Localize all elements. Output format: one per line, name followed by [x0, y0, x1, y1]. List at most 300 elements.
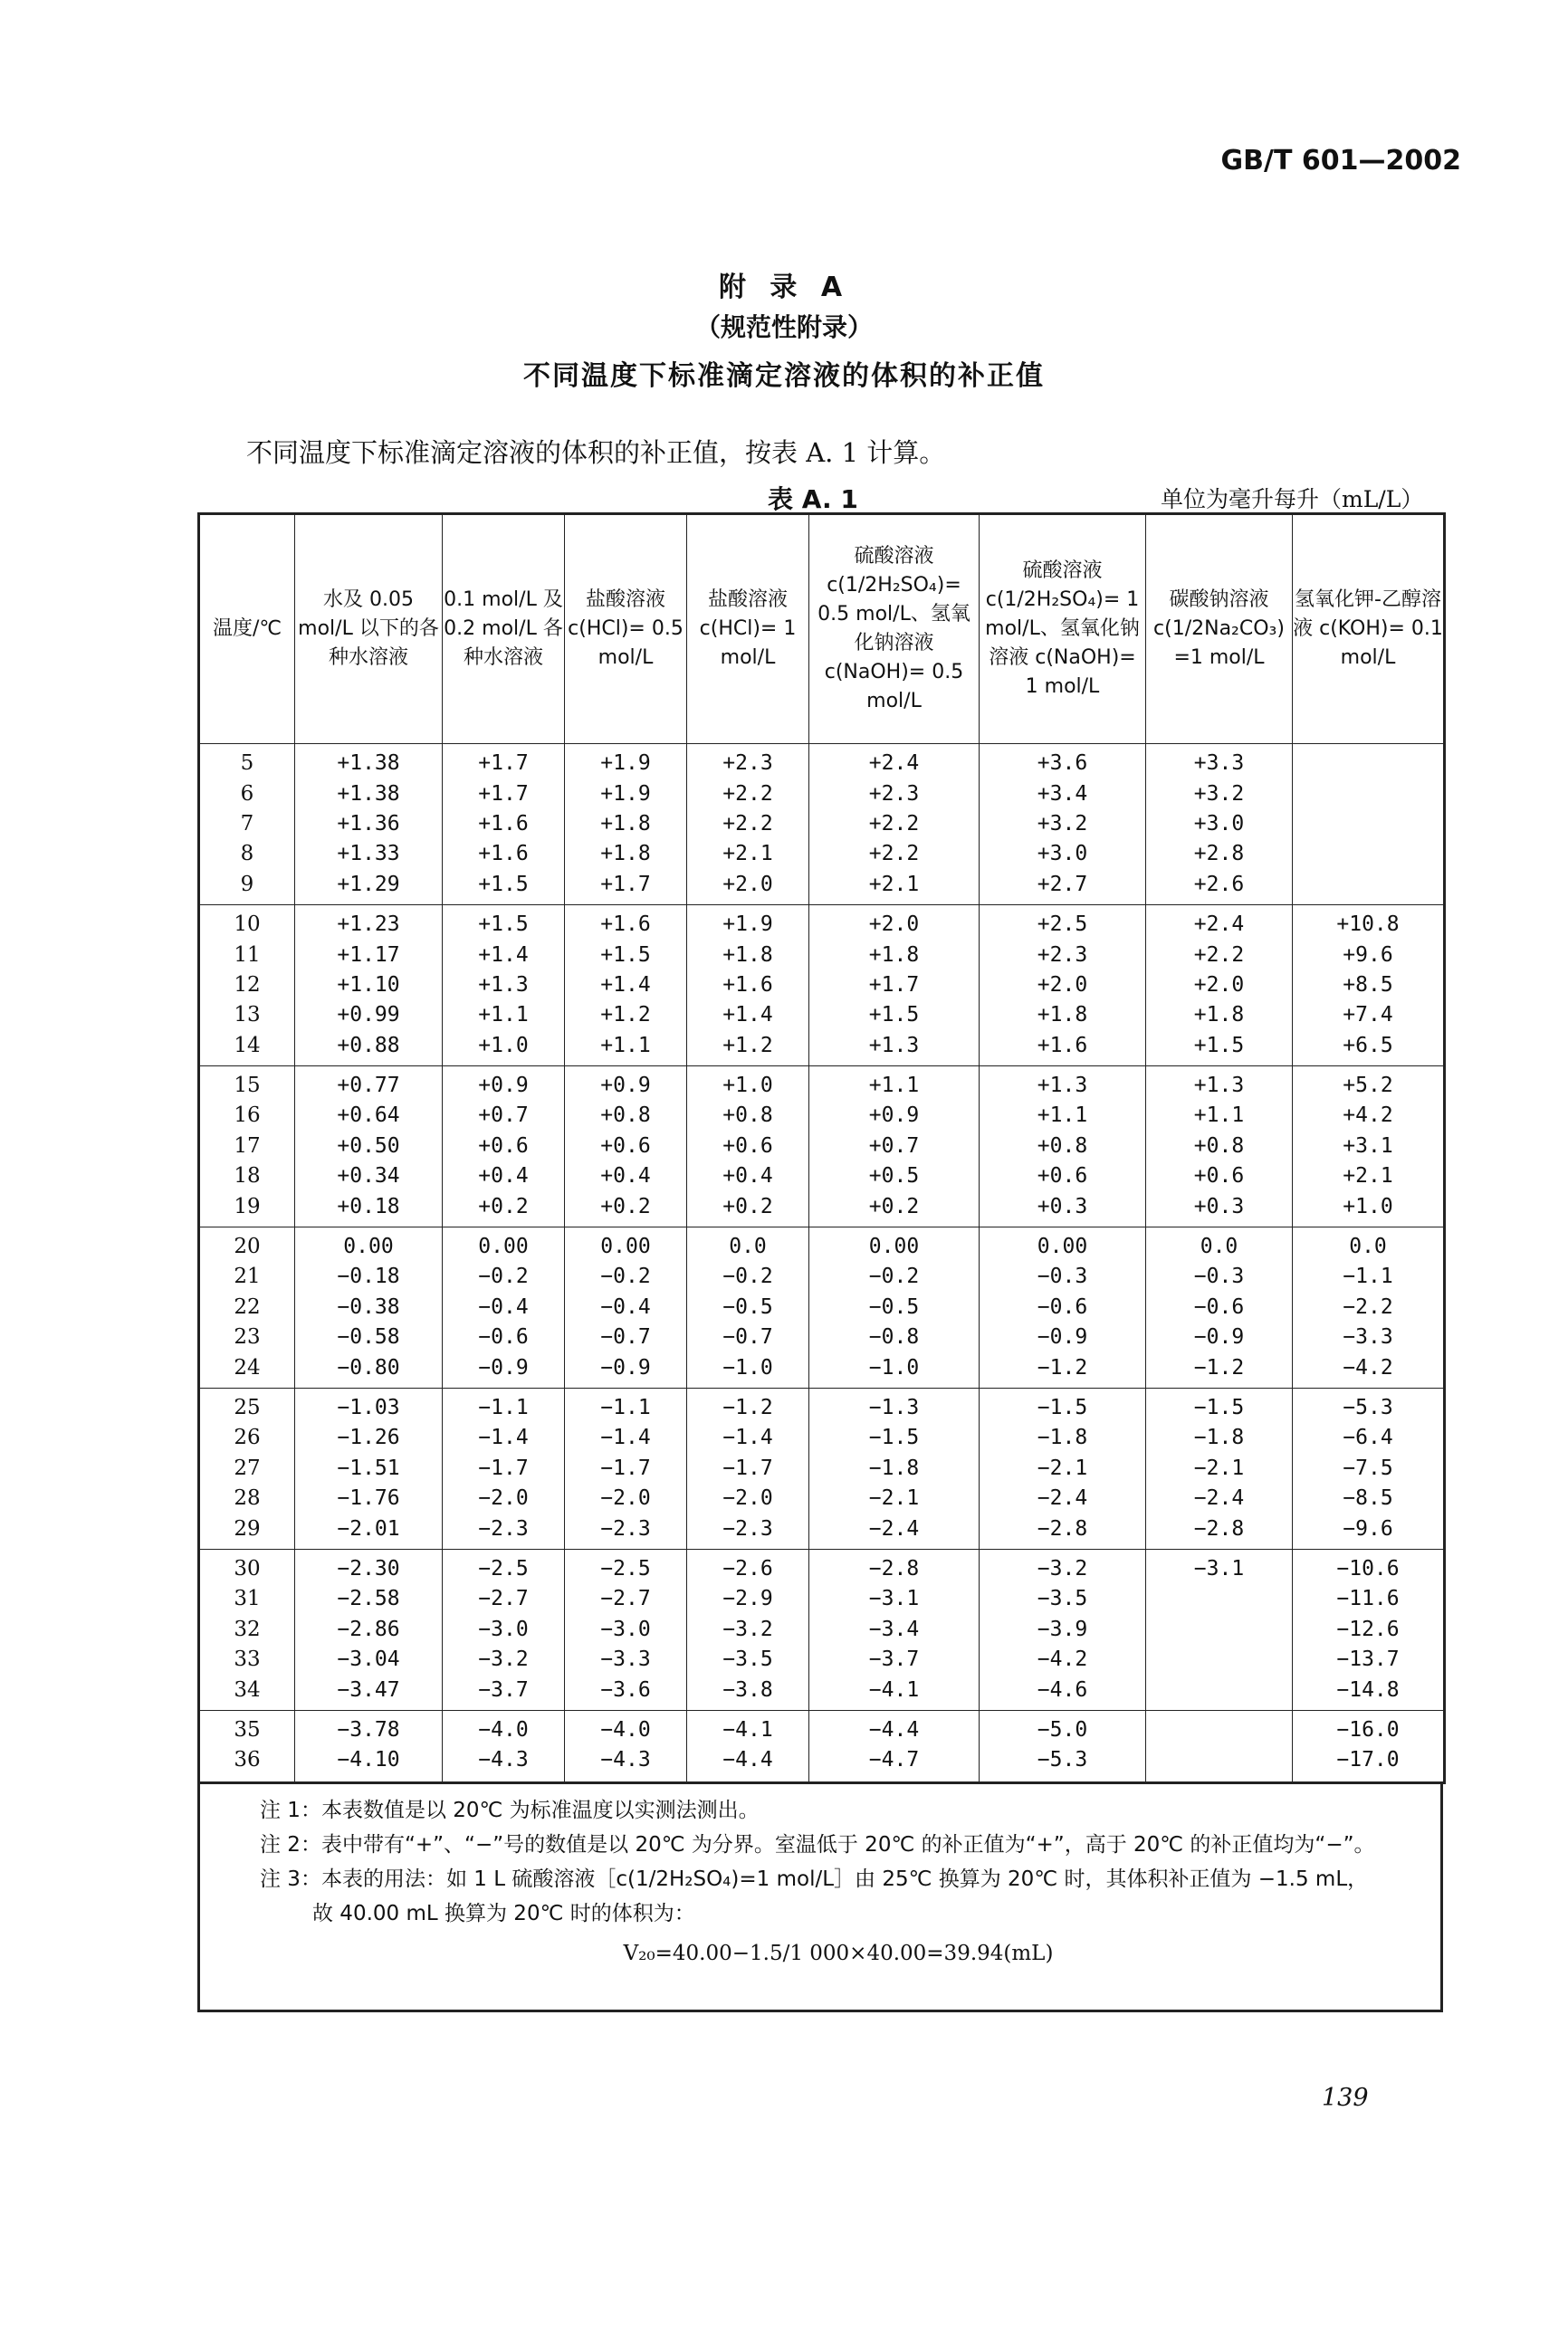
note-1: 注 1：本表数值是以 20℃ 为标准温度以实测法测出。: [260, 1798, 760, 1822]
value-cell: +1.6: [687, 970, 809, 1000]
value-cell: −3.9: [980, 1615, 1146, 1645]
note-3: 注 3：本表的用法：如 1 L 硫酸溶液［c(1/2H₂SO₄)=1 mol/L］由 25℃ 换算为 20℃ 时，其体积补正值为 −1.5 mL，: [260, 1867, 1369, 1891]
value-cell: −1.2: [687, 1388, 809, 1423]
value-cell: +1.7: [565, 870, 687, 905]
value-cell: −0.7: [565, 1323, 687, 1352]
value-cell: −0.2: [809, 1262, 980, 1292]
value-cell: 0.00: [980, 1227, 1146, 1262]
page-number: 139: [1322, 2084, 1369, 2112]
value-cell: +1.3: [980, 1065, 1146, 1101]
value-cell: −2.7: [565, 1584, 687, 1614]
temp-cell: 24: [199, 1352, 295, 1388]
value-cell: −2.5: [565, 1549, 687, 1584]
value-cell: +1.38: [295, 778, 443, 808]
table-row: [199, 940, 1445, 969]
value-cell: −1.51: [295, 1454, 443, 1484]
value-cell: −1.2: [980, 1352, 1146, 1388]
table-row: [199, 1227, 1445, 1262]
value-cell: −3.78: [295, 1710, 443, 1745]
value-cell: +2.4: [809, 744, 980, 779]
value-cell: −1.0: [687, 1352, 809, 1388]
value-cell: −4.6: [980, 1675, 1146, 1710]
value-cell: +0.6: [687, 1132, 809, 1161]
value-cell: 0.00: [809, 1227, 980, 1262]
value-cell: +10.8: [1293, 904, 1445, 940]
value-cell: −2.8: [980, 1514, 1146, 1549]
value-cell: +2.2: [1146, 940, 1293, 969]
table-row: [199, 970, 1445, 1000]
value-cell: −4.7: [809, 1745, 980, 1782]
value-cell: +1.3: [809, 1031, 980, 1066]
value-cell: +5.2: [1293, 1065, 1445, 1101]
value-cell: −1.1: [1293, 1262, 1445, 1292]
value-cell: −0.7: [687, 1323, 809, 1352]
value-cell: +1.7: [443, 778, 565, 808]
value-cell: +1.23: [295, 904, 443, 940]
table-row: [199, 1454, 1445, 1484]
value-cell: −3.5: [980, 1584, 1146, 1614]
value-cell: −2.8: [1146, 1514, 1293, 1549]
value-cell: +0.2: [443, 1191, 565, 1227]
value-cell: +0.34: [295, 1161, 443, 1191]
value-cell: +2.6: [1146, 870, 1293, 905]
value-cell: +3.0: [1146, 809, 1293, 839]
table-row: [199, 1514, 1445, 1549]
table-row: [199, 1645, 1445, 1675]
value-cell: −2.2: [1293, 1293, 1445, 1323]
value-cell: +0.2: [687, 1191, 809, 1227]
table-row: [199, 778, 1445, 808]
value-cell: +1.8: [687, 940, 809, 969]
value-cell: −2.3: [443, 1514, 565, 1549]
value-cell: −4.0: [443, 1710, 565, 1745]
value-cell: +2.0: [809, 904, 980, 940]
value-cell: +1.17: [295, 940, 443, 969]
value-cell: +0.6: [1146, 1161, 1293, 1191]
value-cell: +1.0: [1293, 1191, 1445, 1227]
value-cell: +1.9: [687, 904, 809, 940]
temp-cell: 12: [199, 970, 295, 1000]
temp-cell: 14: [199, 1031, 295, 1066]
value-cell: −1.4: [565, 1423, 687, 1453]
value-cell: +1.9: [565, 744, 687, 779]
value-cell: +0.8: [1146, 1132, 1293, 1161]
value-cell: +2.5: [980, 904, 1146, 940]
value-cell: +1.36: [295, 809, 443, 839]
value-cell: +3.6: [980, 744, 1146, 779]
table-row: [199, 1388, 1445, 1423]
value-cell: +1.3: [443, 970, 565, 1000]
value-cell: −3.04: [295, 1645, 443, 1675]
value-cell: +3.2: [980, 809, 1146, 839]
value-cell: +2.2: [687, 778, 809, 808]
temp-cell: 9: [199, 870, 295, 905]
value-cell: +1.1: [809, 1065, 980, 1101]
value-cell: +1.8: [565, 809, 687, 839]
appendix-title: 附 录 A: [718, 272, 850, 303]
value-cell: +2.3: [687, 744, 809, 779]
value-cell: +2.2: [809, 809, 980, 839]
value-cell: +0.9: [809, 1101, 980, 1131]
value-cell: +2.1: [809, 870, 980, 905]
table-row: [199, 1132, 1445, 1161]
value-cell: −5.3: [1293, 1388, 1445, 1423]
correction-table-container: [197, 512, 1443, 2012]
table-header-row: [199, 514, 1445, 744]
value-cell: −10.6: [1293, 1549, 1445, 1584]
value-cell: +7.4: [1293, 1000, 1445, 1030]
value-cell: 0.0: [687, 1227, 809, 1262]
value-cell: −0.2: [687, 1262, 809, 1292]
col-header-hcl-0.5: 盐酸溶液 c(HCl)= 0.5 mol/L: [565, 514, 687, 744]
value-cell: +0.3: [980, 1191, 1146, 1227]
value-cell: 0.00: [565, 1227, 687, 1262]
value-cell: −1.8: [1146, 1423, 1293, 1453]
temp-cell: 18: [199, 1161, 295, 1191]
value-cell: +0.9: [443, 1065, 565, 1101]
table-row: [199, 1484, 1445, 1514]
value-cell: +0.6: [980, 1161, 1146, 1191]
value-cell: −0.6: [980, 1293, 1146, 1323]
value-cell: +2.2: [687, 809, 809, 839]
value-cell: +0.99: [295, 1000, 443, 1030]
value-cell: −3.2: [687, 1615, 809, 1645]
appendix-subtitle: （规范性附录）: [694, 312, 873, 342]
value-cell: +1.5: [809, 1000, 980, 1030]
table-row: [199, 870, 1445, 905]
value-cell: −14.8: [1293, 1675, 1445, 1710]
value-cell: +0.7: [443, 1101, 565, 1131]
value-cell: −2.9: [687, 1584, 809, 1614]
temp-cell: 33: [199, 1645, 295, 1675]
value-cell: +1.1: [980, 1101, 1146, 1131]
value-cell: +1.6: [443, 839, 565, 869]
value-cell: −3.0: [443, 1615, 565, 1645]
value-cell: −1.7: [687, 1454, 809, 1484]
value-cell: −4.0: [565, 1710, 687, 1745]
col-header-koh: 氢氧化钾-乙醇溶液 c(KOH)= 0.1 mol/L: [1293, 514, 1445, 744]
temp-cell: 13: [199, 1000, 295, 1030]
value-cell: −3.3: [1293, 1323, 1445, 1352]
value-cell: −1.8: [809, 1454, 980, 1484]
temp-cell: 32: [199, 1615, 295, 1645]
value-cell: +0.8: [980, 1132, 1146, 1161]
value-cell: −0.80: [295, 1352, 443, 1388]
value-cell: −13.7: [1293, 1645, 1445, 1675]
value-cell: +9.6: [1293, 940, 1445, 969]
value-cell: 0.00: [443, 1227, 565, 1262]
table-unit: 单位为毫升每升（mL/L）: [1161, 486, 1424, 512]
value-cell: +0.2: [809, 1191, 980, 1227]
value-cell: +0.7: [809, 1132, 980, 1161]
value-cell: −0.6: [1146, 1293, 1293, 1323]
value-cell: −0.58: [295, 1323, 443, 1352]
value-cell: +8.5: [1293, 970, 1445, 1000]
value-cell: −4.10: [295, 1745, 443, 1782]
value-cell: −0.6: [443, 1323, 565, 1352]
value-cell: [1293, 778, 1445, 808]
value-cell: −1.26: [295, 1423, 443, 1453]
value-cell: −3.5: [687, 1645, 809, 1675]
value-cell: [1146, 1584, 1293, 1614]
temp-cell: 22: [199, 1293, 295, 1323]
value-cell: −3.2: [980, 1549, 1146, 1584]
value-cell: +0.4: [443, 1161, 565, 1191]
value-cell: −3.8: [687, 1675, 809, 1710]
table-row: [199, 1000, 1445, 1030]
temp-cell: 6: [199, 778, 295, 808]
value-cell: +6.5: [1293, 1031, 1445, 1066]
value-cell: −2.30: [295, 1549, 443, 1584]
value-cell: −16.0: [1293, 1710, 1445, 1745]
value-cell: +2.0: [1146, 970, 1293, 1000]
value-cell: +3.4: [980, 778, 1146, 808]
temp-cell: 5: [199, 744, 295, 779]
value-cell: +1.6: [443, 809, 565, 839]
table-title: 表 A. 1: [768, 484, 858, 514]
value-cell: −2.0: [443, 1484, 565, 1514]
value-cell: [1293, 744, 1445, 779]
value-cell: −4.3: [565, 1745, 687, 1782]
value-cell: [1146, 1615, 1293, 1645]
value-cell: −5.0: [980, 1710, 1146, 1745]
table-row: [199, 1615, 1445, 1645]
temp-cell: 20: [199, 1227, 295, 1262]
col-header-hcl-1: 盐酸溶液 c(HCl)= 1 mol/L: [687, 514, 809, 744]
value-cell: +1.6: [980, 1031, 1146, 1066]
value-cell: −2.58: [295, 1584, 443, 1614]
value-cell: +1.8: [565, 839, 687, 869]
value-cell: −0.3: [1146, 1262, 1293, 1292]
value-cell: −3.4: [809, 1615, 980, 1645]
value-cell: −9.6: [1293, 1514, 1445, 1549]
value-cell: −1.4: [443, 1423, 565, 1453]
value-cell: −4.1: [809, 1675, 980, 1710]
value-cell: [1293, 870, 1445, 905]
value-cell: +0.6: [565, 1132, 687, 1161]
col-header-na2co3: 碳酸钠溶液 c(1/2Na₂CO₃) =1 mol/L: [1146, 514, 1293, 744]
value-cell: +1.0: [443, 1031, 565, 1066]
value-cell: +2.3: [980, 940, 1146, 969]
volume-formula: V₂₀=40.00−1.5/1 000×40.00=39.94(mL): [623, 1941, 1054, 1965]
value-cell: −3.6: [565, 1675, 687, 1710]
table-row: [199, 1549, 1445, 1584]
temp-cell: 8: [199, 839, 295, 869]
temp-cell: 11: [199, 940, 295, 969]
value-cell: +1.8: [1146, 1000, 1293, 1030]
value-cell: [1146, 1710, 1293, 1745]
table-row: [199, 1710, 1445, 1745]
value-cell: −2.0: [565, 1484, 687, 1514]
value-cell: +1.33: [295, 839, 443, 869]
value-cell: +2.8: [1146, 839, 1293, 869]
value-cell: +1.8: [980, 1000, 1146, 1030]
value-cell: −4.3: [443, 1745, 565, 1782]
value-cell: −1.8: [980, 1423, 1146, 1453]
table-row: [199, 1262, 1445, 1292]
value-cell: −3.0: [565, 1615, 687, 1645]
value-cell: −1.7: [443, 1454, 565, 1484]
value-cell: −1.3: [809, 1388, 980, 1423]
value-cell: −1.5: [980, 1388, 1146, 1423]
col-header-h2so4-1: 硫酸溶液 c(1/2H₂SO₄)= 1 mol/L、氢氧化钠溶液 c(NaOH)= 1 mol/L: [980, 514, 1146, 744]
value-cell: −6.4: [1293, 1423, 1445, 1453]
value-cell: −7.5: [1293, 1454, 1445, 1484]
standard-code: GB/T 601—2002: [1220, 145, 1461, 177]
value-cell: +1.7: [443, 744, 565, 779]
temp-cell: 35: [199, 1710, 295, 1745]
value-cell: +3.2: [1146, 778, 1293, 808]
value-cell: −2.0: [687, 1484, 809, 1514]
value-cell: −12.6: [1293, 1615, 1445, 1645]
value-cell: −2.6: [687, 1549, 809, 1584]
value-cell: −1.03: [295, 1388, 443, 1423]
table-row: [199, 839, 1445, 869]
temp-cell: 23: [199, 1323, 295, 1352]
value-cell: +1.5: [443, 904, 565, 940]
note-2: 注 2：表中带有“+”、“−”号的数值是以 20℃ 为分界。室温低于 20℃ 的补正值为“+”，高于 20℃ 的补正值均为“−”。: [260, 1832, 1375, 1857]
value-cell: +1.5: [565, 940, 687, 969]
value-cell: +3.3: [1146, 744, 1293, 779]
value-cell: −0.4: [443, 1293, 565, 1323]
value-cell: +2.3: [809, 778, 980, 808]
value-cell: −1.0: [809, 1352, 980, 1388]
table-row: [199, 1161, 1445, 1191]
value-cell: −0.5: [809, 1293, 980, 1323]
value-cell: −2.4: [809, 1514, 980, 1549]
temp-cell: 27: [199, 1454, 295, 1484]
value-cell: +1.4: [443, 940, 565, 969]
value-cell: −2.4: [980, 1484, 1146, 1514]
temp-cell: 31: [199, 1584, 295, 1614]
value-cell: +0.64: [295, 1101, 443, 1131]
value-cell: −2.1: [980, 1454, 1146, 1484]
value-cell: −1.76: [295, 1484, 443, 1514]
temp-cell: 28: [199, 1484, 295, 1514]
value-cell: −1.2: [1146, 1352, 1293, 1388]
col-header-h2so4-0.5: 硫酸溶液 c(1/2H₂SO₄)= 0.5 mol/L、氢氧化钠溶液 c(NaOH)= 0.5 mol/L: [809, 514, 980, 744]
temp-cell: 36: [199, 1745, 295, 1782]
value-cell: +0.2: [565, 1191, 687, 1227]
value-cell: +1.5: [1146, 1031, 1293, 1066]
value-cell: −2.3: [687, 1514, 809, 1549]
value-cell: +1.10: [295, 970, 443, 1000]
value-cell: +0.6: [443, 1132, 565, 1161]
table-row: [199, 1584, 1445, 1614]
appendix-heading: 不同温度下标准滴定溶液的体积的补正值: [523, 360, 1045, 392]
value-cell: +1.4: [687, 1000, 809, 1030]
value-cell: −0.4: [565, 1293, 687, 1323]
value-cell: −2.3: [565, 1514, 687, 1549]
value-cell: −3.1: [1146, 1549, 1293, 1584]
value-cell: −0.9: [1146, 1323, 1293, 1352]
value-cell: +2.2: [809, 839, 980, 869]
value-cell: +0.50: [295, 1132, 443, 1161]
value-cell: +3.0: [980, 839, 1146, 869]
value-cell: −0.2: [443, 1262, 565, 1292]
value-cell: +1.8: [809, 940, 980, 969]
value-cell: −4.2: [1293, 1352, 1445, 1388]
value-cell: −2.1: [1146, 1454, 1293, 1484]
value-cell: −1.1: [565, 1388, 687, 1423]
value-cell: −2.7: [443, 1584, 565, 1614]
value-cell: +0.3: [1146, 1191, 1293, 1227]
table-notes: [197, 1784, 1443, 2012]
value-cell: −5.3: [980, 1745, 1146, 1782]
correction-table: [197, 512, 1446, 1784]
value-cell: −1.7: [565, 1454, 687, 1484]
note-3-continuation: 故 40.00 mL 换算为 20℃ 时的体积为：: [312, 1901, 695, 1925]
table-row: [199, 1745, 1445, 1782]
value-cell: +2.4: [1146, 904, 1293, 940]
value-cell: [1146, 1675, 1293, 1710]
value-cell: −2.01: [295, 1514, 443, 1549]
value-cell: −2.5: [443, 1549, 565, 1584]
value-cell: 0.0: [1146, 1227, 1293, 1262]
table-row: [199, 744, 1445, 779]
value-cell: −1.5: [1146, 1388, 1293, 1423]
value-cell: −0.9: [980, 1323, 1146, 1352]
value-cell: +1.2: [565, 1000, 687, 1030]
value-cell: −4.4: [687, 1745, 809, 1782]
value-cell: −0.38: [295, 1293, 443, 1323]
temp-cell: 34: [199, 1675, 295, 1710]
value-cell: +1.6: [565, 904, 687, 940]
value-cell: −0.3: [980, 1262, 1146, 1292]
value-cell: −0.5: [687, 1293, 809, 1323]
table-row: [199, 1675, 1445, 1710]
value-cell: [1146, 1645, 1293, 1675]
value-cell: −4.2: [980, 1645, 1146, 1675]
table-row: [199, 1031, 1445, 1066]
value-cell: +1.9: [565, 778, 687, 808]
value-cell: +2.0: [687, 870, 809, 905]
value-cell: −0.9: [565, 1352, 687, 1388]
temp-cell: 16: [199, 1101, 295, 1131]
value-cell: +0.77: [295, 1065, 443, 1101]
col-header-temp: 温度/℃: [199, 514, 295, 744]
value-cell: +1.3: [1146, 1065, 1293, 1101]
col-header-0.1-0.2: 0.1 mol/L 及 0.2 mol/L 各种水溶液: [443, 514, 565, 744]
value-cell: +1.1: [443, 1000, 565, 1030]
temp-cell: 26: [199, 1423, 295, 1453]
value-cell: −2.8: [809, 1549, 980, 1584]
value-cell: −8.5: [1293, 1484, 1445, 1514]
value-cell: −11.6: [1293, 1584, 1445, 1614]
value-cell: −3.1: [809, 1584, 980, 1614]
value-cell: +2.0: [980, 970, 1146, 1000]
table-row: [199, 904, 1445, 940]
table-row: [199, 1352, 1445, 1388]
value-cell: +1.38: [295, 744, 443, 779]
value-cell: +1.29: [295, 870, 443, 905]
value-cell: +0.88: [295, 1031, 443, 1066]
temp-cell: 30: [199, 1549, 295, 1584]
value-cell: −4.1: [687, 1710, 809, 1745]
value-cell: −2.1: [809, 1484, 980, 1514]
table-body: [199, 744, 1445, 1783]
value-cell: +3.1: [1293, 1132, 1445, 1161]
value-cell: +0.18: [295, 1191, 443, 1227]
temp-cell: 17: [199, 1132, 295, 1161]
temp-cell: 10: [199, 904, 295, 940]
value-cell: −0.9: [443, 1352, 565, 1388]
intro-paragraph: 不同温度下标准滴定溶液的体积的补正值，按表 A. 1 计算。: [246, 437, 946, 468]
value-cell: [1293, 839, 1445, 869]
value-cell: +4.2: [1293, 1101, 1445, 1131]
value-cell: +2.7: [980, 870, 1146, 905]
table-row: [199, 1293, 1445, 1323]
